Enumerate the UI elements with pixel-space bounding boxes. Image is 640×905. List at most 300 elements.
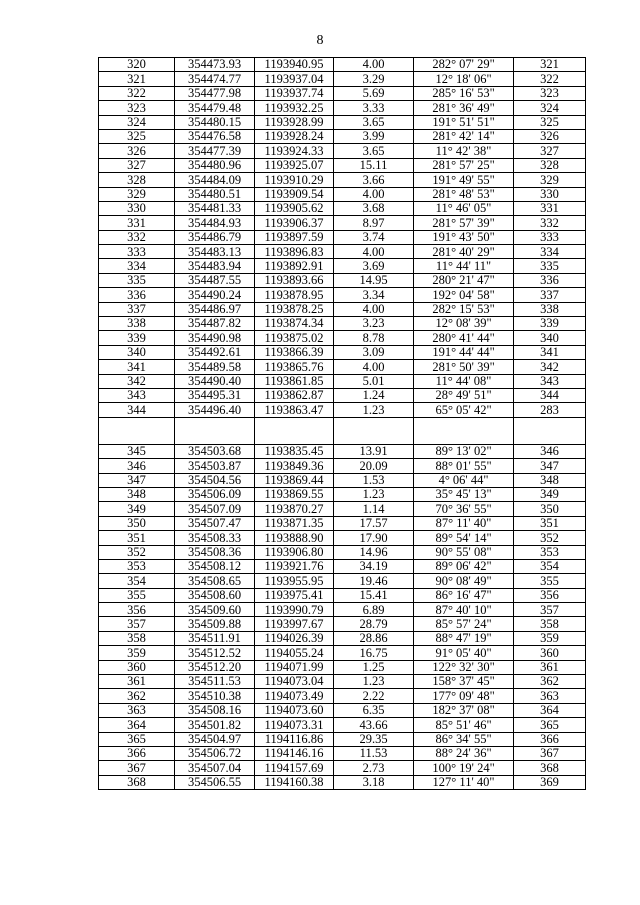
distance-cell: 3.99 [334, 129, 414, 143]
table-row [99, 531, 586, 545]
y-coordinate-cell: 1194073.60 [255, 703, 334, 717]
next-point-cell: 325 [514, 115, 586, 129]
x-coordinate-cell: 354504.56 [175, 473, 255, 487]
bearing-cell: 191° 44' 44" [414, 345, 514, 359]
distance-cell: 4.00 [334, 302, 414, 316]
bearing-cell: 281° 57' 39" [414, 216, 514, 230]
distance-cell: 1.23 [334, 675, 414, 689]
table-row [99, 230, 586, 244]
bearing-cell: 86° 16' 47" [414, 588, 514, 602]
distance-cell: 4.00 [334, 360, 414, 374]
table-row [99, 660, 586, 674]
y-coordinate-cell: 1193997.67 [255, 617, 334, 631]
point-number-cell: 326 [99, 144, 175, 158]
distance-cell: 3.66 [334, 173, 414, 187]
point-number-cell: 322 [99, 86, 175, 100]
distance-cell: 2.22 [334, 689, 414, 703]
y-coordinate-cell: 1193862.87 [255, 388, 334, 402]
x-coordinate-cell: 354490.40 [175, 374, 255, 388]
table-row [99, 559, 586, 573]
y-coordinate-cell: 1193878.95 [255, 288, 334, 302]
x-coordinate-cell: 354484.93 [175, 216, 255, 230]
next-point-cell: 344 [514, 388, 586, 402]
table-row [99, 360, 586, 374]
x-coordinate-cell: 354484.09 [175, 173, 255, 187]
distance-cell: 3.74 [334, 230, 414, 244]
y-coordinate-cell: 1193932.25 [255, 101, 334, 115]
table-row [99, 417, 586, 431]
distance-cell: 1.23 [334, 403, 414, 417]
distance-cell: 8.78 [334, 331, 414, 345]
y-coordinate-cell: 1193940.95 [255, 58, 334, 72]
distance-cell: 4.00 [334, 245, 414, 259]
x-coordinate-cell: 354483.13 [175, 245, 255, 259]
next-point-cell: 352 [514, 531, 586, 545]
table-row [99, 173, 586, 187]
bearing-cell: 177° 09' 48" [414, 689, 514, 703]
next-point-cell: 365 [514, 718, 586, 732]
bearing-cell: 11° 44' 11" [414, 259, 514, 273]
y-coordinate-cell: 1193865.76 [255, 360, 334, 374]
x-coordinate-cell: 354509.60 [175, 603, 255, 617]
distance-cell: 13.91 [334, 444, 414, 458]
distance-cell [334, 431, 414, 445]
bearing-cell: 182° 37' 08" [414, 703, 514, 717]
point-number-cell: 341 [99, 360, 175, 374]
next-point-cell: 367 [514, 746, 586, 760]
bearing-cell: 89° 13' 02" [414, 444, 514, 458]
next-point-cell: 357 [514, 603, 586, 617]
distance-cell: 3.23 [334, 317, 414, 331]
x-coordinate-cell: 354486.79 [175, 230, 255, 244]
next-point-cell: 334 [514, 245, 586, 259]
point-number-cell: 357 [99, 617, 175, 631]
distance-cell: 15.11 [334, 158, 414, 172]
next-point-cell: 341 [514, 345, 586, 359]
distance-cell: 5.01 [334, 374, 414, 388]
next-point-cell: 347 [514, 459, 586, 473]
table-row [99, 86, 586, 100]
table-row [99, 58, 586, 72]
distance-cell: 3.33 [334, 101, 414, 115]
table-row [99, 545, 586, 559]
y-coordinate-cell: 1193835.45 [255, 444, 334, 458]
table-row [99, 388, 586, 402]
distance-cell: 15.41 [334, 588, 414, 602]
next-point-cell: 343 [514, 374, 586, 388]
distance-cell: 8.97 [334, 216, 414, 230]
next-point-cell: 351 [514, 516, 586, 530]
x-coordinate-cell: 354477.98 [175, 86, 255, 100]
table-row [99, 646, 586, 660]
y-coordinate-cell: 1193937.04 [255, 72, 334, 86]
x-coordinate-cell: 354503.68 [175, 444, 255, 458]
x-coordinate-cell [175, 417, 255, 431]
table-row [99, 302, 586, 316]
y-coordinate-cell: 1193892.91 [255, 259, 334, 273]
next-point-cell [514, 431, 586, 445]
bearing-cell: 282° 07' 29" [414, 58, 514, 72]
y-coordinate-cell: 1193866.39 [255, 345, 334, 359]
distance-cell: 6.89 [334, 603, 414, 617]
point-number-cell: 336 [99, 288, 175, 302]
distance-cell: 43.66 [334, 718, 414, 732]
x-coordinate-cell: 354512.20 [175, 660, 255, 674]
distance-cell: 5.69 [334, 86, 414, 100]
bearing-cell: 4° 06' 44" [414, 473, 514, 487]
point-number-cell: 338 [99, 317, 175, 331]
y-coordinate-cell: 1193863.47 [255, 403, 334, 417]
distance-cell: 1.53 [334, 473, 414, 487]
x-coordinate-cell: 354486.97 [175, 302, 255, 316]
bearing-cell: 28° 49' 51" [414, 388, 514, 402]
next-point-cell: 337 [514, 288, 586, 302]
next-point-cell: 332 [514, 216, 586, 230]
x-coordinate-cell: 354511.53 [175, 675, 255, 689]
bearing-cell: 191° 51' 51" [414, 115, 514, 129]
y-coordinate-cell: 1193888.90 [255, 531, 334, 545]
y-coordinate-cell: 1193871.35 [255, 516, 334, 530]
point-number-cell: 330 [99, 201, 175, 215]
y-coordinate-cell [255, 417, 334, 431]
y-coordinate-cell: 1193906.37 [255, 216, 334, 230]
x-coordinate-cell: 354487.55 [175, 273, 255, 287]
x-coordinate-cell: 354490.98 [175, 331, 255, 345]
bearing-cell: 87° 11' 40" [414, 516, 514, 530]
x-coordinate-cell: 354506.55 [175, 775, 255, 789]
y-coordinate-cell [255, 431, 334, 445]
point-number-cell: 321 [99, 72, 175, 86]
point-number-cell: 324 [99, 115, 175, 129]
point-number-cell: 350 [99, 516, 175, 530]
table-row [99, 675, 586, 689]
table-row [99, 459, 586, 473]
point-number-cell: 354 [99, 574, 175, 588]
x-coordinate-cell: 354506.72 [175, 746, 255, 760]
point-number-cell: 327 [99, 158, 175, 172]
x-coordinate-cell: 354511.91 [175, 631, 255, 645]
table-row [99, 273, 586, 287]
next-point-cell: 364 [514, 703, 586, 717]
y-coordinate-cell: 1193896.83 [255, 245, 334, 259]
point-number-cell: 332 [99, 230, 175, 244]
bearing-cell: 122° 32' 30" [414, 660, 514, 674]
point-number-cell: 353 [99, 559, 175, 573]
next-point-cell: 324 [514, 101, 586, 115]
next-point-cell: 349 [514, 487, 586, 501]
table-row [99, 72, 586, 86]
y-coordinate-cell: 1193869.55 [255, 487, 334, 501]
table-row [99, 588, 586, 602]
bearing-cell: 281° 40' 29" [414, 245, 514, 259]
next-point-cell: 356 [514, 588, 586, 602]
next-point-cell: 354 [514, 559, 586, 573]
table-row [99, 317, 586, 331]
point-number-cell: 355 [99, 588, 175, 602]
table-row [99, 115, 586, 129]
y-coordinate-cell: 1194146.16 [255, 746, 334, 760]
point-number-cell: 344 [99, 403, 175, 417]
y-coordinate-cell: 1194026.39 [255, 631, 334, 645]
point-number-cell: 331 [99, 216, 175, 230]
distance-cell: 1.24 [334, 388, 414, 402]
point-number-cell: 363 [99, 703, 175, 717]
y-coordinate-cell: 1193975.41 [255, 588, 334, 602]
bearing-cell: 281° 48' 53" [414, 187, 514, 201]
next-point-cell: 321 [514, 58, 586, 72]
table-row [99, 345, 586, 359]
x-coordinate-cell: 354480.15 [175, 115, 255, 129]
bearing-cell: 191° 49' 55" [414, 173, 514, 187]
next-point-cell: 355 [514, 574, 586, 588]
x-coordinate-cell: 354501.82 [175, 718, 255, 732]
point-number-cell: 367 [99, 761, 175, 775]
point-number-cell: 356 [99, 603, 175, 617]
y-coordinate-cell: 1193924.33 [255, 144, 334, 158]
table-row [99, 144, 586, 158]
x-coordinate-cell: 354481.33 [175, 201, 255, 215]
y-coordinate-cell: 1193910.29 [255, 173, 334, 187]
distance-cell: 3.69 [334, 259, 414, 273]
x-coordinate-cell: 354508.33 [175, 531, 255, 545]
table-row [99, 403, 586, 417]
next-point-cell: 366 [514, 732, 586, 746]
table-row [99, 574, 586, 588]
table-row [99, 158, 586, 172]
distance-cell: 3.18 [334, 775, 414, 789]
bearing-cell [414, 417, 514, 431]
distance-cell: 3.65 [334, 115, 414, 129]
y-coordinate-cell: 1193925.07 [255, 158, 334, 172]
point-number-cell [99, 417, 175, 431]
x-coordinate-cell: 354510.38 [175, 689, 255, 703]
next-point-cell: 327 [514, 144, 586, 158]
distance-cell: 1.25 [334, 660, 414, 674]
point-number-cell: 333 [99, 245, 175, 259]
x-coordinate-cell: 354477.39 [175, 144, 255, 158]
x-coordinate-cell: 354473.93 [175, 58, 255, 72]
coordinates-table [98, 57, 586, 790]
x-coordinate-cell: 354508.65 [175, 574, 255, 588]
x-coordinate-cell: 354474.77 [175, 72, 255, 86]
table-row [99, 288, 586, 302]
table-row [99, 473, 586, 487]
next-point-cell: 326 [514, 129, 586, 143]
next-point-cell: 323 [514, 86, 586, 100]
point-number-cell: 359 [99, 646, 175, 660]
bearing-cell: 85° 57' 24" [414, 617, 514, 631]
distance-cell: 1.23 [334, 487, 414, 501]
table-row [99, 746, 586, 760]
table-row [99, 502, 586, 516]
bearing-cell: 90° 08' 49" [414, 574, 514, 588]
point-number-cell: 348 [99, 487, 175, 501]
point-number-cell: 349 [99, 502, 175, 516]
x-coordinate-cell: 354483.94 [175, 259, 255, 273]
next-point-cell: 348 [514, 473, 586, 487]
table-row [99, 245, 586, 259]
point-number-cell: 323 [99, 101, 175, 115]
point-number-cell: 358 [99, 631, 175, 645]
point-number-cell: 329 [99, 187, 175, 201]
distance-cell: 6.35 [334, 703, 414, 717]
next-point-cell: 338 [514, 302, 586, 316]
bearing-cell: 85° 51' 46" [414, 718, 514, 732]
bearing-cell: 88° 01' 55" [414, 459, 514, 473]
y-coordinate-cell: 1193874.34 [255, 317, 334, 331]
distance-cell: 19.46 [334, 574, 414, 588]
table-body [99, 58, 586, 790]
point-number-cell: 366 [99, 746, 175, 760]
table-row [99, 732, 586, 746]
next-point-cell: 340 [514, 331, 586, 345]
y-coordinate-cell: 1194073.04 [255, 675, 334, 689]
y-coordinate-cell: 1194055.24 [255, 646, 334, 660]
next-point-cell [514, 417, 586, 431]
next-point-cell: 329 [514, 173, 586, 187]
point-number-cell: 368 [99, 775, 175, 789]
table-row [99, 761, 586, 775]
next-point-cell: 369 [514, 775, 586, 789]
distance-cell: 4.00 [334, 187, 414, 201]
bearing-cell: 281° 50' 39" [414, 360, 514, 374]
table-row [99, 374, 586, 388]
y-coordinate-cell: 1193937.74 [255, 86, 334, 100]
bearing-cell: 91° 05' 40" [414, 646, 514, 660]
distance-cell: 28.79 [334, 617, 414, 631]
bearing-cell: 11° 46' 05" [414, 201, 514, 215]
next-point-cell: 358 [514, 617, 586, 631]
distance-cell: 11.53 [334, 746, 414, 760]
bearing-cell: 280° 21' 47" [414, 273, 514, 287]
next-point-cell: 363 [514, 689, 586, 703]
point-number-cell: 361 [99, 675, 175, 689]
point-number-cell: 334 [99, 259, 175, 273]
distance-cell: 29.35 [334, 732, 414, 746]
point-number-cell: 335 [99, 273, 175, 287]
bearing-cell: 88° 24' 36" [414, 746, 514, 760]
table-row [99, 201, 586, 215]
y-coordinate-cell: 1193875.02 [255, 331, 334, 345]
bearing-cell: 88° 47' 19" [414, 631, 514, 645]
y-coordinate-cell: 1193849.36 [255, 459, 334, 473]
bearing-cell: 280° 41' 44" [414, 331, 514, 345]
table-row [99, 631, 586, 645]
distance-cell: 2.73 [334, 761, 414, 775]
table-row [99, 487, 586, 501]
distance-cell: 3.68 [334, 201, 414, 215]
bearing-cell: 281° 57' 25" [414, 158, 514, 172]
y-coordinate-cell: 1193921.76 [255, 559, 334, 573]
bearing-cell: 285° 16' 53" [414, 86, 514, 100]
point-number-cell: 340 [99, 345, 175, 359]
point-number-cell [99, 431, 175, 445]
table-row [99, 775, 586, 789]
bearing-cell: 87° 40' 10" [414, 603, 514, 617]
bearing-cell: 70° 36' 55" [414, 502, 514, 516]
y-coordinate-cell: 1193928.24 [255, 129, 334, 143]
next-point-cell: 353 [514, 545, 586, 559]
table-row [99, 101, 586, 115]
point-number-cell: 339 [99, 331, 175, 345]
next-point-cell: 339 [514, 317, 586, 331]
point-number-cell: 328 [99, 173, 175, 187]
y-coordinate-cell: 1194071.99 [255, 660, 334, 674]
bearing-cell: 11° 44' 08" [414, 374, 514, 388]
point-number-cell: 345 [99, 444, 175, 458]
x-coordinate-cell: 354508.12 [175, 559, 255, 573]
next-point-cell: 359 [514, 631, 586, 645]
x-coordinate-cell: 354508.36 [175, 545, 255, 559]
x-coordinate-cell: 354490.24 [175, 288, 255, 302]
bearing-cell: 89° 54' 14" [414, 531, 514, 545]
table-row [99, 703, 586, 717]
point-number-cell: 360 [99, 660, 175, 674]
distance-cell: 14.96 [334, 545, 414, 559]
distance-cell: 14.95 [334, 273, 414, 287]
y-coordinate-cell: 1193955.95 [255, 574, 334, 588]
bearing-cell: 90° 55' 08" [414, 545, 514, 559]
table-row [99, 431, 586, 445]
bearing-cell: 65° 05' 42" [414, 403, 514, 417]
table-row [99, 603, 586, 617]
table-row [99, 444, 586, 458]
y-coordinate-cell: 1193869.44 [255, 473, 334, 487]
y-coordinate-cell: 1193897.59 [255, 230, 334, 244]
distance-cell: 17.90 [334, 531, 414, 545]
page-number: 8 [316, 33, 324, 48]
point-number-cell: 342 [99, 374, 175, 388]
point-number-cell: 365 [99, 732, 175, 746]
table-row [99, 331, 586, 345]
table-row [99, 516, 586, 530]
y-coordinate-cell: 1194116.86 [255, 732, 334, 746]
x-coordinate-cell: 354503.87 [175, 459, 255, 473]
distance-cell: 34.19 [334, 559, 414, 573]
point-number-cell: 351 [99, 531, 175, 545]
bearing-cell: 191° 43' 50" [414, 230, 514, 244]
point-number-cell: 346 [99, 459, 175, 473]
point-number-cell: 364 [99, 718, 175, 732]
table-row [99, 259, 586, 273]
bearing-cell: 282° 15' 53" [414, 302, 514, 316]
next-point-cell: 330 [514, 187, 586, 201]
x-coordinate-cell: 354512.52 [175, 646, 255, 660]
next-point-cell: 368 [514, 761, 586, 775]
distance-cell: 16.75 [334, 646, 414, 660]
x-coordinate-cell: 354479.48 [175, 101, 255, 115]
point-number-cell: 343 [99, 388, 175, 402]
distance-cell: 1.14 [334, 502, 414, 516]
next-point-cell: 328 [514, 158, 586, 172]
x-coordinate-cell: 354496.40 [175, 403, 255, 417]
next-point-cell: 342 [514, 360, 586, 374]
bearing-cell: 11° 42' 38" [414, 144, 514, 158]
bearing-cell: 192° 04' 58" [414, 288, 514, 302]
next-point-cell: 346 [514, 444, 586, 458]
y-coordinate-cell: 1194157.69 [255, 761, 334, 775]
bearing-cell: 12° 18' 06" [414, 72, 514, 86]
table-row [99, 187, 586, 201]
distance-cell: 3.09 [334, 345, 414, 359]
y-coordinate-cell: 1193878.25 [255, 302, 334, 316]
table-row [99, 689, 586, 703]
y-coordinate-cell: 1194073.31 [255, 718, 334, 732]
point-number-cell: 352 [99, 545, 175, 559]
distance-cell: 17.57 [334, 516, 414, 530]
y-coordinate-cell: 1193905.62 [255, 201, 334, 215]
point-number-cell: 320 [99, 58, 175, 72]
